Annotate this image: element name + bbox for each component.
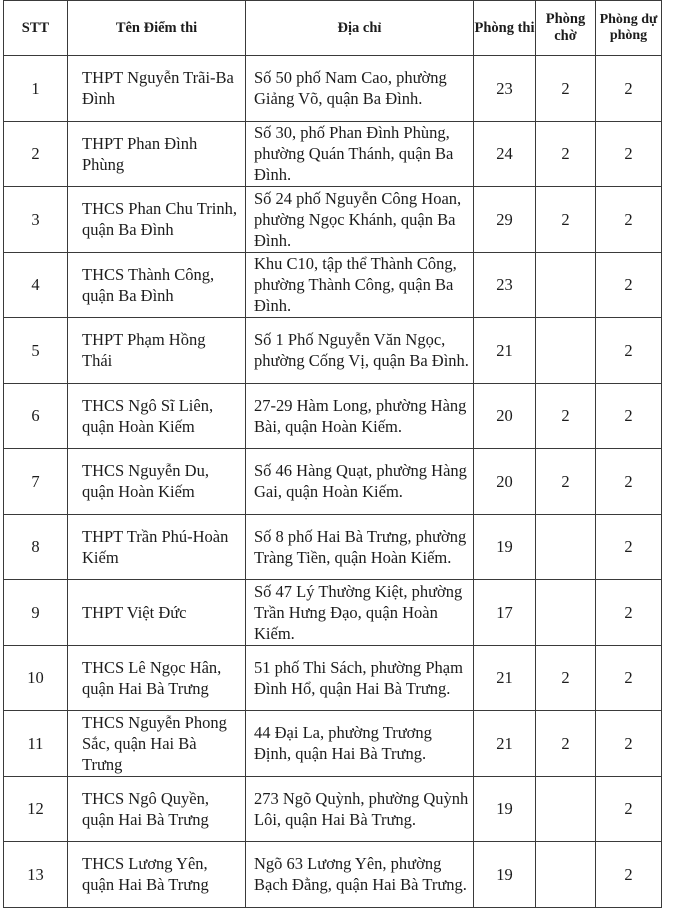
cell-waiting-rooms [536,842,596,908]
cell-stt: 12 [4,776,68,842]
table-row [4,711,662,777]
table-row [4,776,662,842]
cell-address: Số 46 Hàng Quạt, phường Hàng Gai, quận Hoàn Kiếm. [246,449,474,515]
cell-stt: 7 [4,449,68,515]
cell-stt: 5 [4,318,68,384]
cell-site-name: THCS Nguyễn Du, quận Hoàn Kiếm [68,449,246,515]
table-row [4,514,662,580]
cell-site-name: THCS Lương Yên, quận Hai Bà Trưng [68,842,246,908]
cell-stt: 10 [4,645,68,711]
cell-address: 27-29 Hàm Long, phường Hàng Bài, quận Hoàn Kiếm. [246,383,474,449]
cell-reserve-rooms: 2 [596,514,662,580]
cell-address: 44 Đại La, phường Trương Định, quận Hai Bà Trưng. [246,711,474,777]
cell-stt: 3 [4,187,68,253]
cell-address: 51 phố Thi Sách, phường Phạm Đình Hổ, quận Hai Bà Trưng. [246,645,474,711]
cell-waiting-rooms [536,252,596,318]
cell-exam-rooms: 17 [474,580,536,646]
header-exam-rooms: Phòng thi [474,1,536,56]
cell-address: Số 8 phố Hai Bà Trưng, phường Tràng Tiền, quận Hoàn Kiếm. [246,514,474,580]
cell-stt: 2 [4,121,68,187]
cell-stt: 13 [4,842,68,908]
table-row [4,187,662,253]
cell-reserve-rooms: 2 [596,187,662,253]
cell-exam-rooms: 21 [474,645,536,711]
cell-address: Khu C10, tập thể Thành Công, phường Thành Công, quận Ba Đình. [246,252,474,318]
cell-waiting-rooms: 2 [536,383,596,449]
cell-reserve-rooms: 2 [596,711,662,777]
header-reserve-rooms: Phòng dự phòng [596,1,662,56]
cell-reserve-rooms: 2 [596,842,662,908]
table-row [4,645,662,711]
table-row [4,580,662,646]
cell-waiting-rooms [536,514,596,580]
header-row [4,1,662,56]
cell-site-name: THCS Thành Công, quận Ba Đình [68,252,246,318]
cell-exam-rooms: 20 [474,383,536,449]
cell-waiting-rooms [536,580,596,646]
cell-exam-rooms: 21 [474,318,536,384]
cell-address: Số 1 Phố Nguyễn Văn Ngọc, phường Cống Vị, quận Ba Đình. [246,318,474,384]
cell-exam-rooms: 23 [474,252,536,318]
table-row [4,449,662,515]
cell-reserve-rooms: 2 [596,580,662,646]
cell-address: 273 Ngõ Quỳnh, phường Quỳnh Lôi, quận Hai Bà Trưng. [246,776,474,842]
cell-site-name: THCS Nguyễn Phong Sắc, quận Hai Bà Trưng [68,711,246,777]
cell-site-name: THPT Trần Phú-Hoàn Kiếm [68,514,246,580]
cell-exam-rooms: 20 [474,449,536,515]
cell-address: Ngõ 63 Lương Yên, phường Bạch Đằng, quận Hai Bà Trưng. [246,842,474,908]
cell-site-name: THCS Lê Ngọc Hân, quận Hai Bà Trưng [68,645,246,711]
table-row [4,56,662,122]
table-row [4,318,662,384]
cell-address: Số 30, phố Phan Đình Phùng, phường Quán Thánh, quận Ba Đình. [246,121,474,187]
cell-reserve-rooms: 2 [596,56,662,122]
cell-reserve-rooms: 2 [596,318,662,384]
cell-waiting-rooms: 2 [536,187,596,253]
cell-address: Số 24 phố Nguyễn Công Hoan, phường Ngọc Khánh, quận Ba Đình. [246,187,474,253]
cell-waiting-rooms [536,776,596,842]
header-waiting-rooms: Phòng chờ [536,1,596,56]
cell-stt: 4 [4,252,68,318]
table-header [4,1,662,56]
cell-reserve-rooms: 2 [596,383,662,449]
cell-waiting-rooms: 2 [536,449,596,515]
cell-site-name: THCS Ngô Quyền, quận Hai Bà Trưng [68,776,246,842]
header-address: Địa chỉ [246,1,474,56]
cell-exam-rooms: 19 [474,842,536,908]
cell-reserve-rooms: 2 [596,121,662,187]
cell-reserve-rooms: 2 [596,252,662,318]
exam-sites-table [3,0,662,908]
cell-reserve-rooms: 2 [596,776,662,842]
cell-waiting-rooms: 2 [536,711,596,777]
cell-stt: 8 [4,514,68,580]
cell-waiting-rooms: 2 [536,121,596,187]
cell-waiting-rooms: 2 [536,645,596,711]
cell-reserve-rooms: 2 [596,449,662,515]
cell-exam-rooms: 19 [474,776,536,842]
cell-waiting-rooms: 2 [536,56,596,122]
table-row [4,842,662,908]
cell-reserve-rooms: 2 [596,645,662,711]
cell-site-name: THPT Việt Đức [68,580,246,646]
cell-address: Số 47 Lý Thường Kiệt, phường Trần Hưng Đạo, quận Hoàn Kiếm. [246,580,474,646]
header-stt: STT [4,1,68,56]
cell-stt: 1 [4,56,68,122]
cell-site-name: THPT Phạm Hồng Thái [68,318,246,384]
cell-exam-rooms: 21 [474,711,536,777]
table-row [4,121,662,187]
cell-site-name: THCS Phan Chu Trinh, quận Ba Đình [68,187,246,253]
cell-waiting-rooms [536,318,596,384]
cell-site-name: THCS Ngô Sĩ Liên, quận Hoàn Kiếm [68,383,246,449]
table-row [4,252,662,318]
header-name: Tên Điểm thi [68,1,246,56]
table-row [4,383,662,449]
cell-exam-rooms: 19 [474,514,536,580]
cell-exam-rooms: 24 [474,121,536,187]
cell-exam-rooms: 29 [474,187,536,253]
cell-site-name: THPT Phan Đình Phùng [68,121,246,187]
cell-stt: 6 [4,383,68,449]
cell-address: Số 50 phố Nam Cao, phường Giảng Võ, quận Ba Đình. [246,56,474,122]
cell-stt: 9 [4,580,68,646]
cell-stt: 11 [4,711,68,777]
cell-site-name: THPT Nguyễn Trãi-Ba Đình [68,56,246,122]
table-body [4,56,662,908]
cell-exam-rooms: 23 [474,56,536,122]
